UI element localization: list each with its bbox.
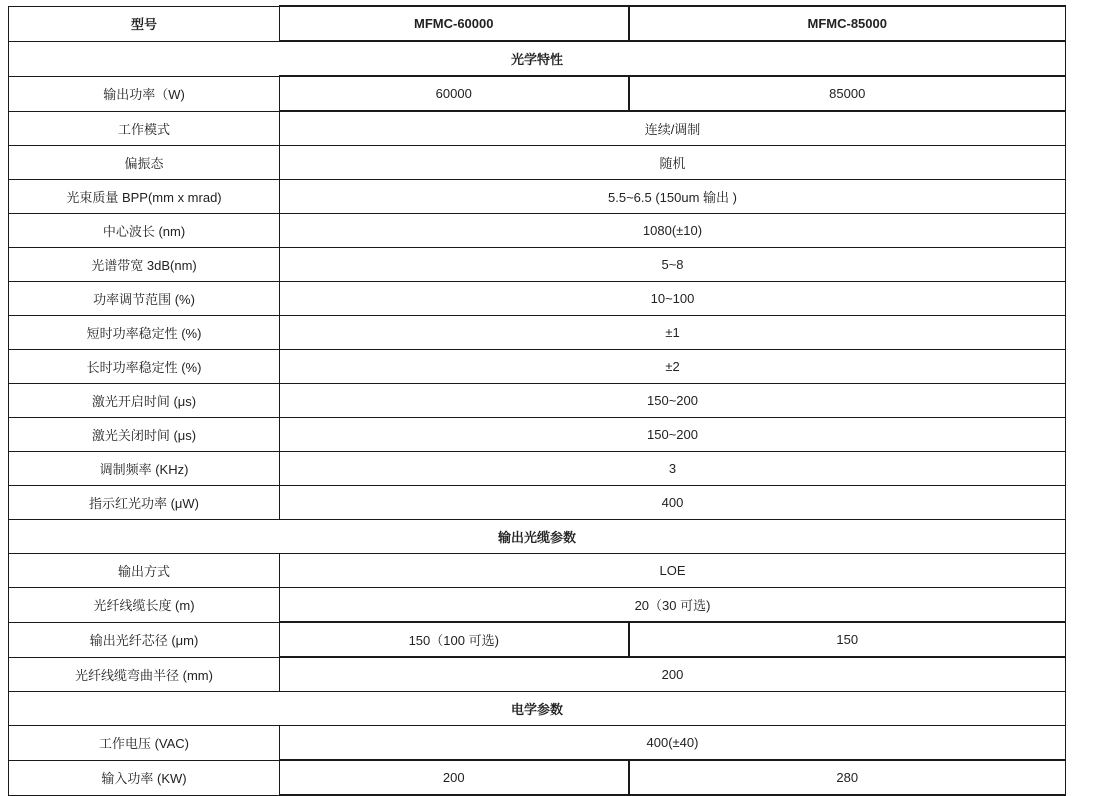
spec-table [8,5,1066,796]
row-value: 10~100 [280,282,1066,316]
row-label: 调制频率 (KHz) [9,452,280,486]
row-label: 工作电压 (VAC) [9,726,280,761]
row-bend-radius [9,657,1066,692]
row-label: 中心波长 (nm) [9,214,280,248]
row-label: 光谱带宽 3dB(nm) [9,248,280,282]
row-value-a: 200 [280,760,629,795]
row-label: 激光关闭时间 (μs) [9,418,280,452]
row-value: 随机 [280,146,1066,180]
row-label: 功率调节范围 (%) [9,282,280,316]
row-value: 5~8 [280,248,1066,282]
row-value: 200 [280,657,1066,692]
section-electrical [9,692,1066,726]
row-value: 1080(±10) [280,214,1066,248]
row-value: 400 [280,486,1066,520]
row-label: 指示红光功率 (μW) [9,486,280,520]
row-label: 输入功率 (KW) [9,760,280,795]
row-value: 150~200 [280,418,1066,452]
row-value: 400(±40) [280,726,1066,761]
row-label: 光束质量 BPP(mm x mrad) [9,180,280,214]
row-work-voltage [9,726,1066,761]
row-polarization [9,146,1066,180]
row-value-b: 280 [629,760,1066,795]
row-laser-off-time [9,418,1066,452]
row-label: 光纤线缆弯曲半径 (mm) [9,657,280,692]
row-value: ±1 [280,316,1066,350]
row-spectral-width [9,248,1066,282]
row-label: 偏振态 [9,146,280,180]
row-value-b: 150 [629,622,1066,657]
row-bpp [9,180,1066,214]
row-output-mode [9,554,1066,588]
row-value: 5.5~6.5 (150um 输出 ) [280,180,1066,214]
section-title-electrical: 电学参数 [9,692,1066,726]
row-mod-frequency [9,452,1066,486]
row-label: 输出功率（W) [9,76,280,111]
row-value: 连续/调制 [280,111,1066,146]
row-value-a: 60000 [280,76,629,111]
model-label: 型号 [9,6,280,41]
row-label: 激光开启时间 (μs) [9,384,280,418]
row-long-stability [9,350,1066,384]
row-label: 输出光纤芯径 (μm) [9,622,280,657]
row-value-b: 85000 [629,76,1066,111]
row-short-stability [9,316,1066,350]
section-title-fiber: 输出光缆参数 [9,520,1066,554]
row-value-a: 150（100 可选) [280,622,629,657]
section-title-optical: 光学特性 [9,41,1066,76]
model-a: MFMC-60000 [280,6,629,41]
row-fiber-length [9,588,1066,623]
row-center-wavelength [9,214,1066,248]
row-label: 长时功率稳定性 (%) [9,350,280,384]
header-row [9,6,1066,41]
row-value: LOE [280,554,1066,588]
row-output-power [9,76,1066,111]
row-value: ±2 [280,350,1066,384]
row-core-diameter [9,622,1066,657]
row-work-mode [9,111,1066,146]
model-b: MFMC-85000 [629,6,1066,41]
row-label: 输出方式 [9,554,280,588]
section-fiber [9,520,1066,554]
row-red-light-power [9,486,1066,520]
row-input-power [9,760,1066,795]
row-power-adjust-range [9,282,1066,316]
section-optical [9,41,1066,76]
row-value: 20（30 可选) [280,588,1066,623]
row-label: 工作模式 [9,111,280,146]
row-label: 短时功率稳定性 (%) [9,316,280,350]
row-label: 光纤线缆长度 (m) [9,588,280,623]
row-value: 150~200 [280,384,1066,418]
row-laser-on-time [9,384,1066,418]
row-value: 3 [280,452,1066,486]
